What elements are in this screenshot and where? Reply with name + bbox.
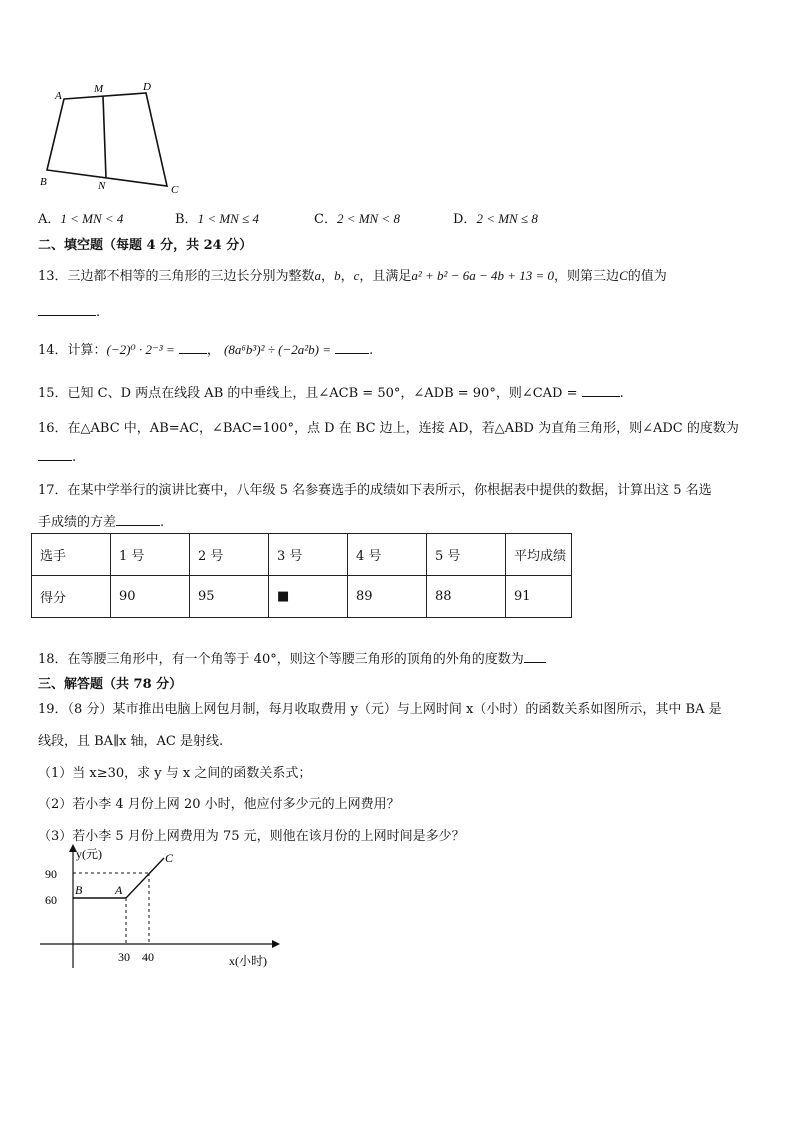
table-cell: 2 号: [190, 534, 269, 576]
table-row: [32, 576, 572, 618]
answer-blank[interactable]: [335, 341, 369, 354]
function-graph: [36, 842, 286, 974]
segment-mn: [103, 96, 106, 178]
answer-blank[interactable]: [116, 513, 160, 526]
question-13: 13．三边都不相等的三角形的三边长分别为整数a，b，c，且满足a² + b² − 6a − 4b + 13 = 0，则第三边C的值为: [38, 268, 667, 284]
section3-title: 三、解答题（共 78 分）: [38, 677, 183, 692]
y-tick-60: 60: [45, 893, 57, 907]
section2-title: 二、填空题（每题 4 分，共 24 分）: [38, 238, 253, 253]
answer-blank[interactable]: [38, 303, 96, 316]
x-axis-arrow: [272, 940, 280, 948]
question-19-line2: 线段，且 BA∥x 轴，AC 是射线.: [38, 734, 224, 749]
label-d: D: [143, 81, 151, 93]
label-c: C: [171, 184, 179, 196]
table-cell: 5 号: [427, 534, 506, 576]
question-14: 14．计算：(−2)⁰ · 2⁻³ = ， (8a⁶b³)² ÷ (−2a²b) = .: [38, 342, 374, 358]
table-cell: 平均成绩: [506, 534, 572, 576]
answer-blank[interactable]: [582, 384, 620, 397]
score-table: [31, 533, 572, 618]
question-18: 18．在等腰三角形中，有一个角等于 40°，则这个等腰三角形的顶角的外角的度数为: [38, 648, 546, 667]
option-d[interactable]: D．2 < MN ≤ 8: [453, 211, 538, 227]
question-15: 15．已知 C、D 两点在线段 AB 的中垂线上，且∠ACB = 50°，∠ADB = 90°，则∠CAD = .: [38, 386, 624, 401]
label-b: B: [40, 176, 47, 188]
y-axis-label: y(元): [76, 847, 102, 861]
quadrilateral-figure: [36, 78, 186, 200]
table-row: [32, 534, 572, 576]
question-19-sub1: （1）当 x≥30，求 y 与 x 之间的函数关系式；: [38, 766, 312, 781]
question-19-sub3: （3）若小李 5 月份上网费用为 75 元，则他在该月份的上网时间是多少？: [38, 829, 465, 844]
answer-blank[interactable]: [179, 341, 207, 354]
point-label-b: B: [75, 883, 83, 897]
table-cell: 90: [111, 576, 190, 618]
question-16-answer-line[interactable]: .: [38, 448, 76, 465]
question-19-sub2: （2）若小李 4 月份上网 20 小时，他应付多少元的上网费用？: [38, 797, 400, 812]
option-a[interactable]: A．1 < MN < 4: [38, 211, 124, 227]
x-tick-40: 40: [142, 950, 154, 964]
table-cell: 91: [506, 576, 572, 618]
question-19-line1: 19．（8 分）某市推出电脑上网包月制，每月收取费用 y（元）与上网时间 x（小时）的函数关系如图所示，其中 BA 是: [38, 702, 722, 717]
label-a: A: [55, 90, 62, 102]
point-label-a: A: [115, 883, 123, 897]
ray-ac: [126, 858, 164, 898]
table-cell: 89: [348, 576, 427, 618]
quadrilateral-abcd: [47, 93, 167, 186]
table-cell: 88: [427, 576, 506, 618]
label-n: N: [98, 180, 106, 192]
answer-blank[interactable]: [38, 448, 72, 461]
question-16: 16．在△ABC 中，AB=AC，∠BAC=100°，点 D 在 BC 边上，连接 AD，若△ABD 为直角三角形，则∠ADC 的度数为: [38, 421, 739, 436]
x-tick-30: 30: [118, 950, 130, 964]
table-cell: ■: [269, 576, 348, 618]
table-cell: 95: [190, 576, 269, 618]
table-cell: 4 号: [348, 534, 427, 576]
table-cell: 选手: [32, 534, 111, 576]
option-c[interactable]: C．2 < MN < 8: [314, 211, 400, 227]
y-tick-90: 90: [45, 867, 57, 881]
point-label-c: C: [165, 851, 174, 865]
question-17-line2: 手成绩的方差 .: [38, 515, 165, 530]
table-cell: 1 号: [111, 534, 190, 576]
question-13-answer-line[interactable]: .: [38, 303, 100, 320]
label-m: M: [94, 83, 104, 95]
table-cell: 得分: [32, 576, 111, 618]
table-cell: 3 号: [269, 534, 348, 576]
x-axis-label: x(小时): [229, 954, 267, 968]
question-17-line1: 17．在某中学举行的演讲比赛中，八年级 5 名参赛选手的成绩如下表所示，你根据表中提供的数据，计算出这 5 名选: [38, 483, 712, 498]
option-b[interactable]: B．1 < MN ≤ 4: [175, 211, 259, 227]
answer-blank[interactable]: [524, 650, 546, 663]
